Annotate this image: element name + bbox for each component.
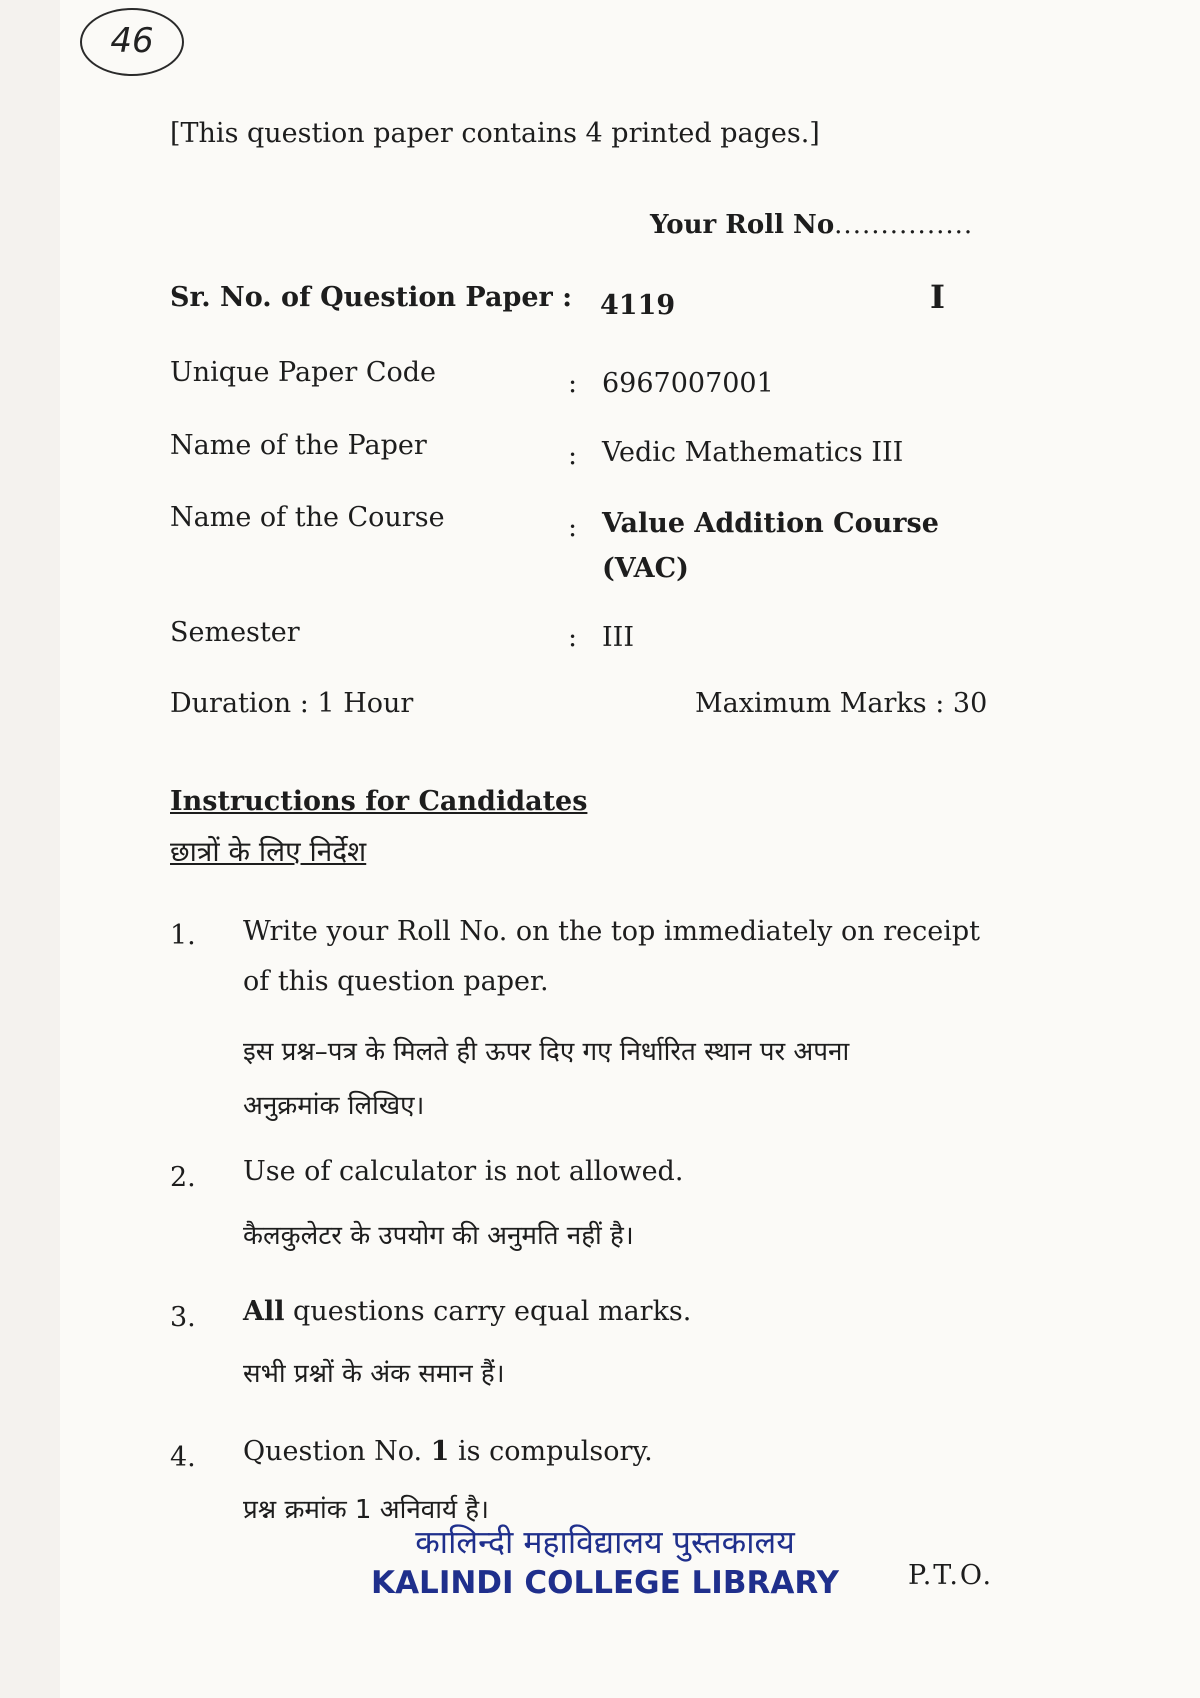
library-stamp-hindi: कालिन्दी महाविद्यालय पुस्तकालय [415, 1523, 795, 1561]
instruction-text-rest: is compulsory. [449, 1436, 653, 1467]
semester-label: Semester [170, 617, 300, 648]
instruction-text-en [243, 1436, 653, 1467]
instruction-number: 2. [170, 1162, 196, 1193]
maximum-marks: Maximum Marks : 30 [695, 688, 988, 719]
detail-colon: : [568, 368, 578, 399]
printed-pages-note: [This question paper contains 4 printed pages.] [170, 118, 820, 149]
please-turn-over: P.T.O. [908, 1560, 994, 1591]
detail-colon: : [568, 622, 578, 653]
paper-name-label: Name of the Paper [170, 430, 427, 461]
instruction-text-hi: इस प्रश्न–पत्र के मिलते ही ऊपर दिए गए निर्धारित स्थान पर अपना [243, 1037, 850, 1067]
instruction-text-en: of this question paper. [243, 966, 549, 997]
instruction-text-rest: questions carry equal marks. [284, 1296, 692, 1327]
instruction-text-hi: कैलकुलेटर के उपयोग की अनुमति नहीं है। [243, 1221, 634, 1251]
course-name-label: Name of the Course [170, 502, 445, 533]
instruction-number: 1. [170, 920, 196, 951]
instruction-bold-word: All [243, 1296, 285, 1327]
instruction-text-hi: अनुक्रमांक लिखिए। [243, 1091, 425, 1121]
duration: Duration : 1 Hour [170, 688, 414, 719]
instruction-text-en [243, 1296, 691, 1327]
roll-no-dots: ............... [834, 210, 974, 240]
instruction-number: 3. [170, 1302, 196, 1333]
instruction-number: 4. [170, 1442, 196, 1473]
serial-number-label: Sr. No. of Question Paper : [170, 282, 573, 313]
course-name-value-abbr: (VAC) [602, 553, 689, 584]
instruction-text-hi: सभी प्रश्नों के अंक समान हैं। [243, 1359, 505, 1389]
paper-set-mark: I [930, 278, 945, 316]
unique-paper-code-label: Unique Paper Code [170, 357, 436, 388]
semester-value: III [602, 622, 634, 653]
detail-colon: : [568, 512, 578, 543]
detail-colon: : [568, 440, 578, 471]
library-stamp-english: KALINDI COLLEGE LIBRARY [371, 1565, 839, 1601]
instruction-text-en: Write your Roll No. on the top immediately on receipt [243, 916, 981, 947]
serial-number-value: 4119 [600, 290, 676, 321]
library-stamp [370, 1520, 840, 1601]
roll-no-field [650, 210, 973, 240]
instruction-text-hi: प्रश्न क्रमांक 1 अनिवार्य है। [243, 1495, 489, 1525]
course-name-value: Value Addition Course [602, 508, 939, 539]
instruction-text-start: Question No. [243, 1436, 431, 1467]
instruction-text-en: Use of calculator is not allowed. [243, 1156, 684, 1187]
handwritten-page-number: 46 [80, 8, 184, 76]
roll-no-label: Your Roll No [650, 210, 835, 240]
instructions-heading-en: Instructions for Candidates [170, 786, 588, 817]
paper-name-value: Vedic Mathematics III [602, 437, 904, 468]
unique-paper-code-value: 6967007001 [602, 368, 774, 399]
instruction-bold-number: 1 [430, 1436, 450, 1467]
instructions-heading-hi: छात्रों के लिए निर्देश [170, 835, 367, 868]
